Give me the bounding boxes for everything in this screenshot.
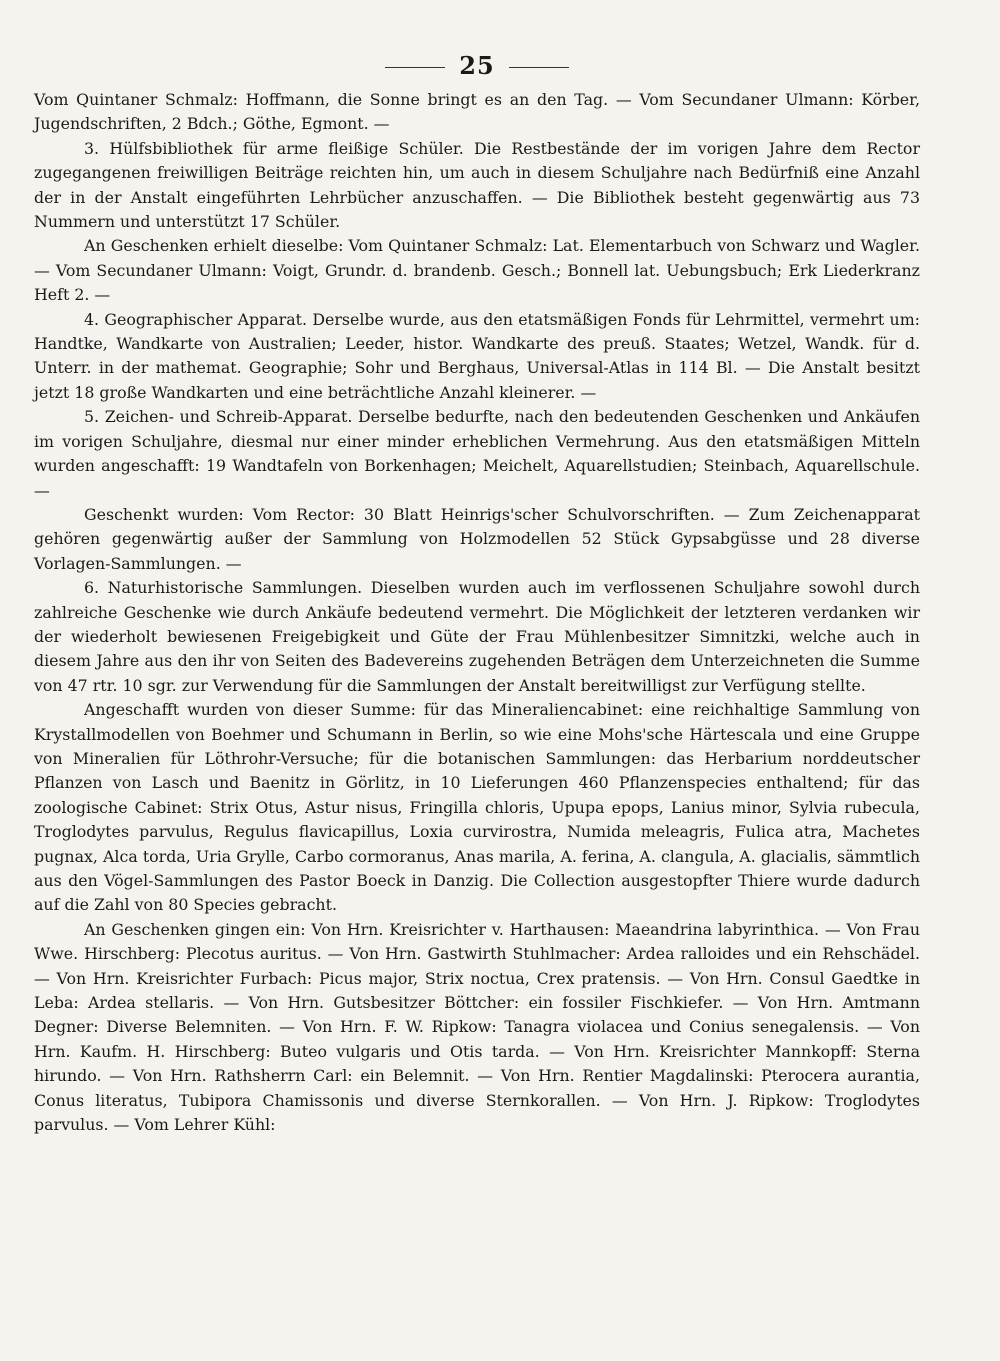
paragraph: 6. Naturhistorische Sammlungen. Dieselben wurden auch im verflossenen Schuljahre sowohl durch zahlreiche Geschenke wie durch Ankäufe bedeutend vermehrt. Die Möglichkeit der letzteren verdanken wir der wiederholt bewiesenen Freigebigkeit und Güte der Frau Mühlenbesitzer Simnitzki, welche auch in diesem Jahre aus den ihr von Seiten des Badevereins zugehenden Beträgen dem Unterzeichneten die Summe von 47 rtr. 10 sgr. zur Verwendung für die Sammlungen der Anstalt bereitwilligst zur Verfügung stellte. [34, 578, 920, 695]
body-text [34, 88, 920, 1137]
paragraph: 3. Hülfsbibliothek für arme fleißige Schüler. Die Restbestände der im vorigen Jahre dem Rector zugegangenen freiwilligen Beiträge reichten hin, um auch in diesem Schuljahre nach Bedürfniß eine Anzahl der in der Anstalt eingeführten Lehrbücher anzuschaffen. — Die Bibliothek besteht gegenwärtig aus 73 Nummern und unterstützt 17 Schüler. [34, 138, 920, 232]
header-rule-right [509, 67, 569, 68]
paragraph: Vom Quintaner Schmalz: Hoffmann, die Sonne bringt es an den Tag. — Vom Secundaner Ulmann: Körber, Jugendschriften, 2 Bdch.; Göthe, Egmont. — [34, 90, 920, 134]
paragraph: Angeschafft wurden von dieser Summe: für das Mineraliencabinet: eine reichhaltige Sammlung von Krystallmodellen von Boehmer und Schumann in Berlin, so wie eine Mohs'sche Härtescala und eine Gruppe von Mineralien für Löthrohr-Versuche; für die botanischen Sammlungen: das Herbarium norddeutscher Pflanzen von Lasch und Baenitz in Görlitz, in 10 Lieferungen 460 Pflanzenspecies enthaltend; für das zoologische Cabinet: Strix Otus, Astur nisus, Fringilla chloris, Upupa epops, Lanius minor, Sylvia rubecula, Troglodytes parvulus, Regulus flavicapillus, Loxia curvirostra, Numida meleagris, Fulica atra, Machetes pugnax, Alca torda, Uria Grylle, Carbo cormoranus, Anas marila, A. ferina, A. clangula, A. glacialis, sämmtlich aus den Vögel-Sammlungen des Pastor Boeck in Danzig. Die Collection ausgestopfter Thiere wurde dadurch auf die Zahl von 80 Species gebracht. [34, 700, 920, 915]
paragraph: 5. Zeichen- und Schreib-Apparat. Derselbe bedurfte, nach den bedeutenden Geschenken und Ankäufen im vorigen Schuljahre, diesmal nur einer minder erheblichen Vermehrung. Aus den etatsmäßigen Mitteln wurden angeschafft: 19 Wandtafeln von Borkenhagen; Meichelt, Aquarellstudien; Steinbach, Aquarellschule. — [34, 407, 920, 500]
paragraph: Geschenkt wurden: Vom Rector: 30 Blatt Heinrigs'scher Schulvorschriften. — Zum Zeichenapparat gehören gegenwärtig außer der Sammlung von Holzmodellen 52 Stück Gypsabgüsse und 28 diverse Vorlagen-Sammlungen. — [34, 504, 920, 573]
page-number: 25 [459, 51, 495, 80]
document-page [34, 52, 920, 1137]
page-header [34, 52, 920, 88]
paragraph: 4. Geographischer Apparat. Derselbe wurde, aus den etatsmäßigen Fonds für Lehrmittel, vermehrt um: Handtke, Wandkarte von Australien; Leeder, histor. Wandkarte des preuß. Staates; Wetzel, Wandk. für d. Unterr. in der mathemat. Geographie; Sohr und Berghaus, Universal-Atlas in 114 Bl. — Die Anstalt besitzt jetzt 18 große Wandkarten und eine beträchtliche Anzahl kleinerer. — [34, 309, 920, 402]
header-rule-left [385, 67, 445, 68]
paragraph: An Geschenken erhielt dieselbe: Vom Quintaner Schmalz: Lat. Elementarbuch von Schwarz und Wagler. — Vom Secundaner Ulmann: Voigt, Grundr. d. brandenb. Gesch.; Bonnell lat. Uebungsbuch; Erk Liederkranz Heft 2. — [34, 236, 920, 305]
paragraph: An Geschenken gingen ein: Von Hrn. Kreisrichter v. Harthausen: Maeandrina labyrinthica. — Von Frau Wwe. Hirschberg: Plecotus auritus. — Von Hrn. Gastwirth Stuhlmacher: Ardea ralloides und ein Rehschädel. — Von Hrn. Kreisrichter Furbach: Picus major, Strix noctua, Crex pratensis. — Von Hrn. Consul Gaedtke in Leba: Ardea stellaris. — Von Hrn. Gutsbesitzer Böttcher: ein fossiler Fischkiefer. — Von Hrn. Amtmann Degner: Diverse Belemniten. — Von Hrn. F. W. Ripkow: Tanagra violacea und Conius senegalensis. — Von Hrn. Kaufm. H. Hirschberg: Buteo vulgaris und Otis tarda. — Von Hrn. Kreisrichter Mannkopff: Sterna hirundo. — Von Hrn. Rathsherrn Carl: ein Belemnit. — Von Hrn. Rentier Magdalinski: Pterocera aurantia, Conus literatus, Tubipora Chamissonis und diverse Sternkorallen. — Von Hrn. J. Ripkow: Troglodytes parvulus. — Vom Lehrer Kühl: [34, 919, 920, 1135]
